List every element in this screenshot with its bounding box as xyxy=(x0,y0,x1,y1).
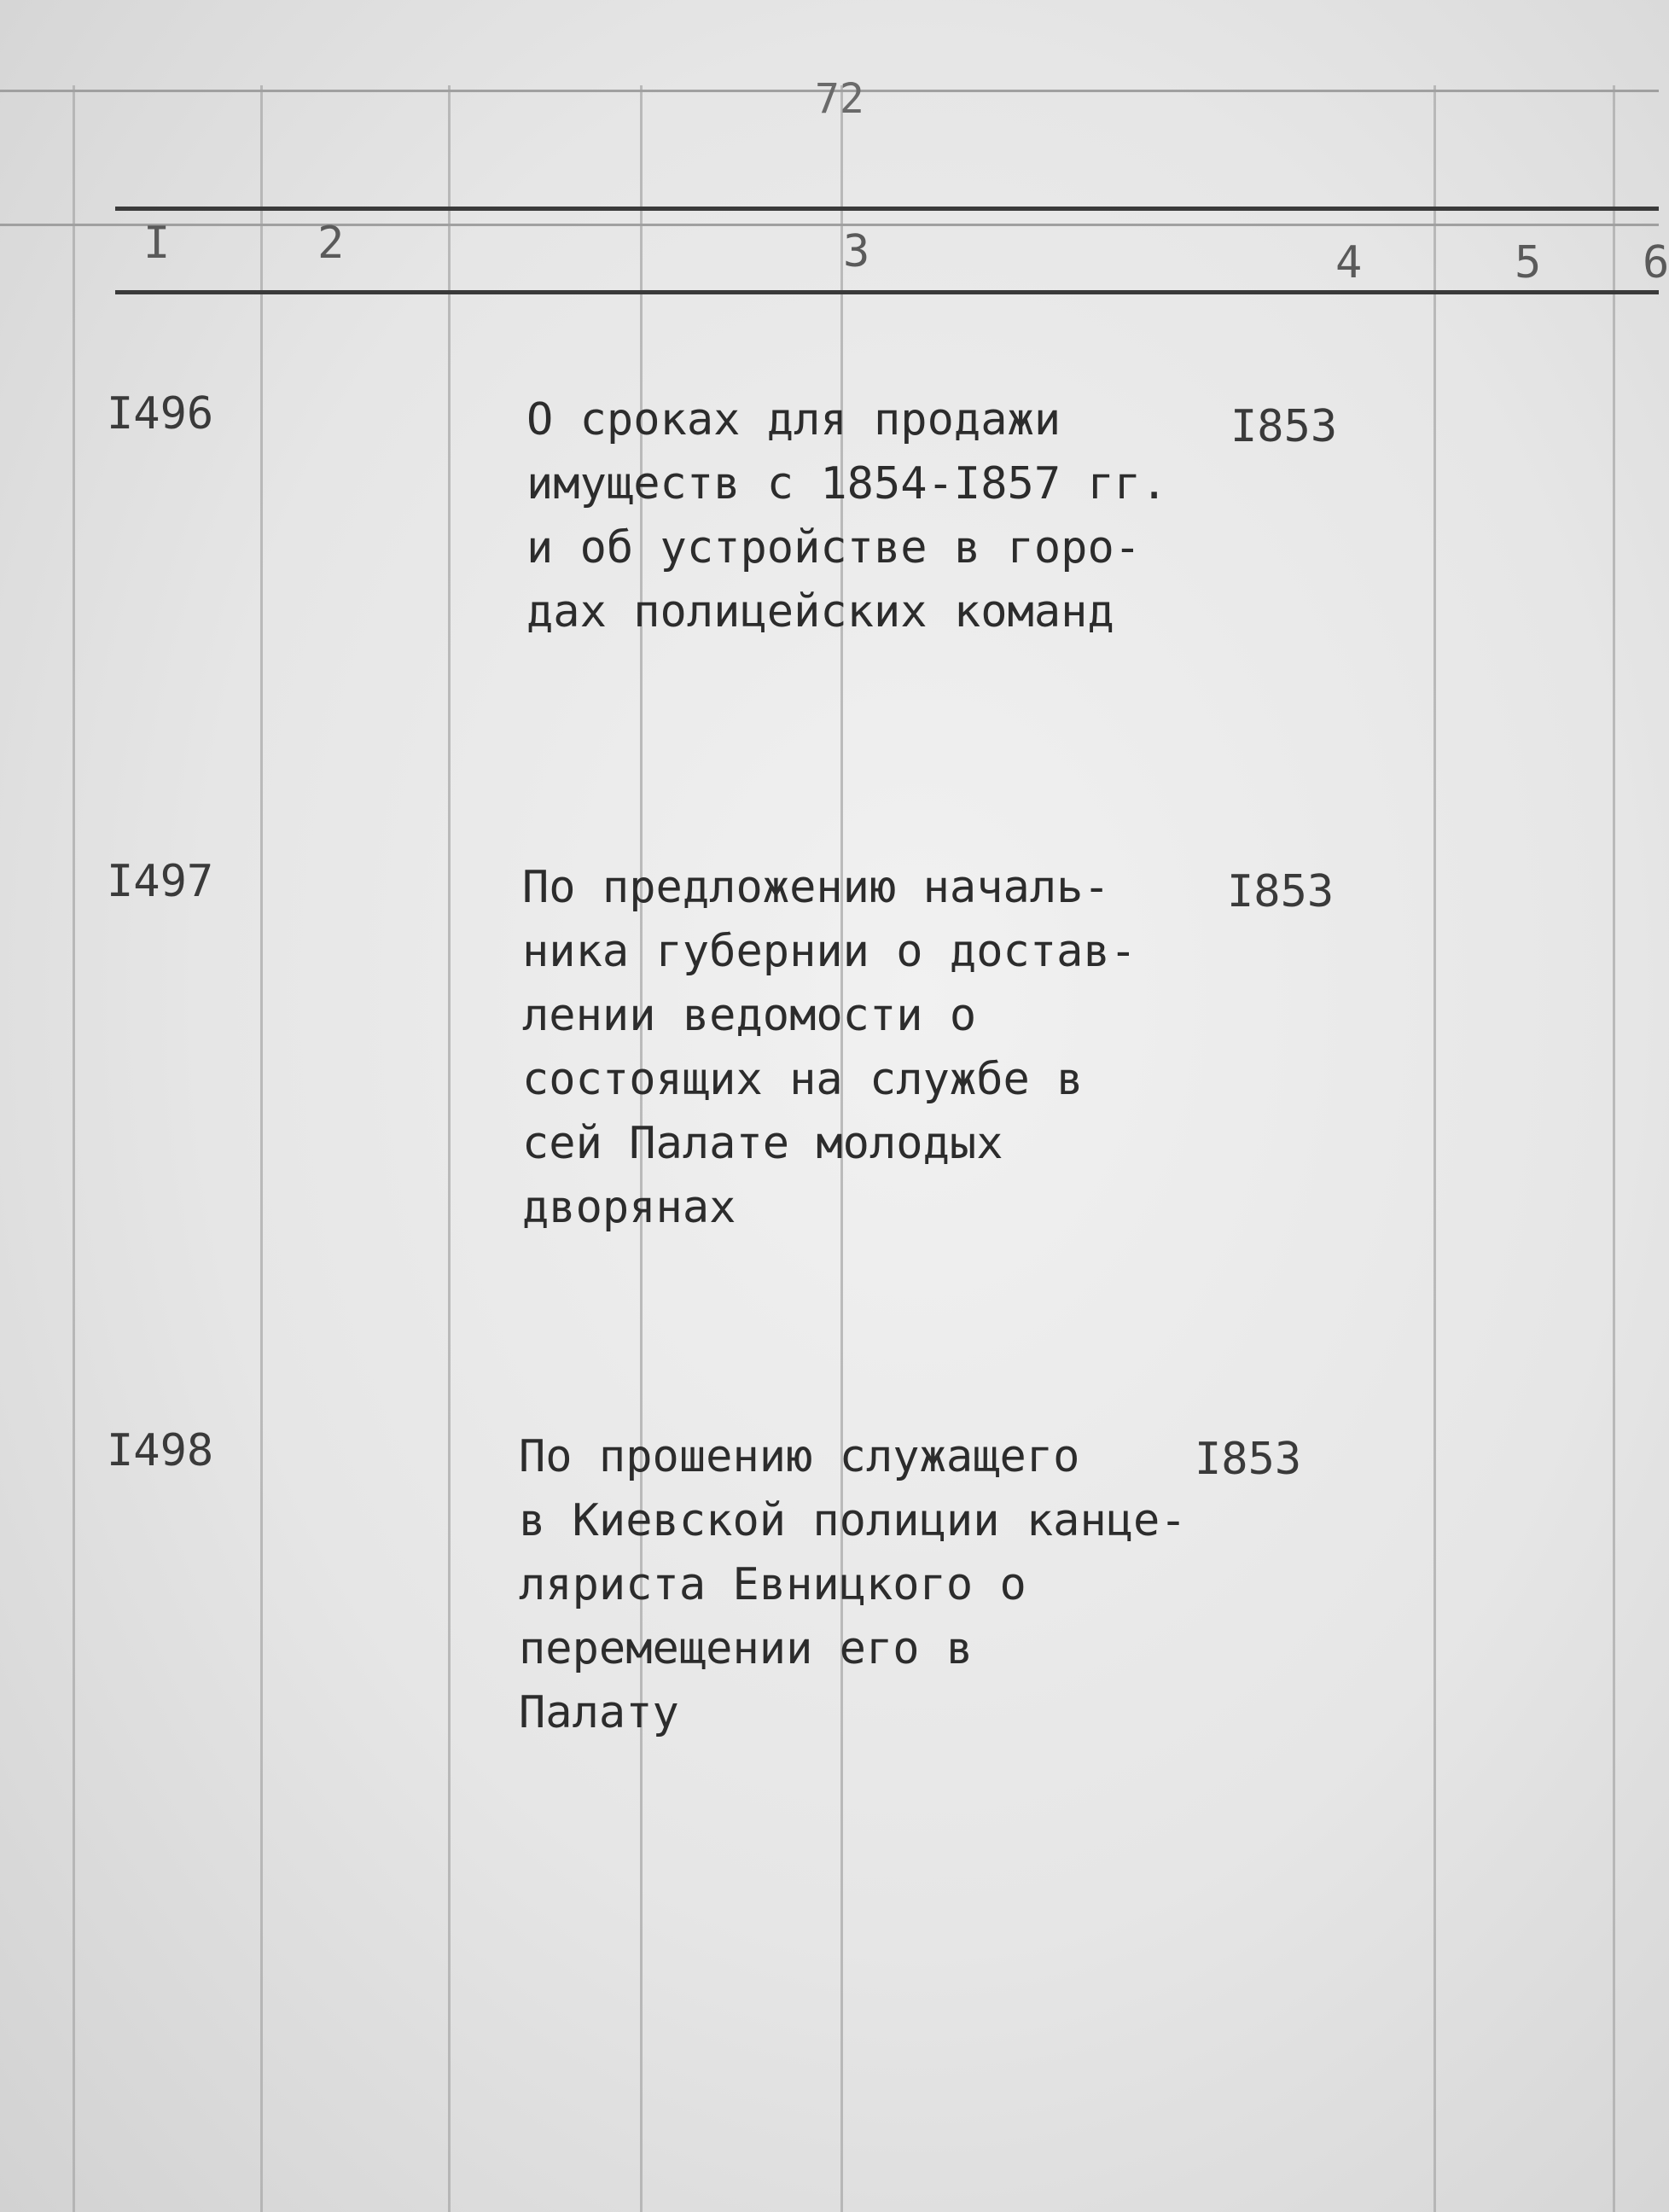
entry-year: I853 xyxy=(1227,866,1335,917)
column-rule xyxy=(448,85,451,2212)
entry-year: I853 xyxy=(1230,401,1338,452)
column-number: 4 xyxy=(1335,237,1363,288)
header-rule-upper xyxy=(115,207,1659,211)
column-number: 5 xyxy=(1515,237,1542,288)
header-rule-lower xyxy=(115,290,1659,294)
entry-number: I496 xyxy=(107,388,214,439)
entry-year: I853 xyxy=(1195,1434,1302,1485)
column-rule xyxy=(1433,85,1436,2212)
column-rule xyxy=(260,85,263,2212)
column-number: 3 xyxy=(843,226,870,277)
entry-number: I498 xyxy=(107,1425,214,1476)
entry-title: О сроках для продажи имуществ с 1854-I857 гг. и об устройстве в горо- дах полицейских команд xyxy=(526,394,1168,637)
column-rule xyxy=(73,85,75,2212)
column-number: I xyxy=(143,218,171,269)
column-number: 6 xyxy=(1643,237,1669,288)
column-rule xyxy=(1613,85,1615,2212)
entry-title: По предложению началь- ника губернии о достав- лении ведомости о состоящих на службе в сей Палате молодых дворянах xyxy=(522,862,1137,1233)
column-number: 2 xyxy=(317,218,345,269)
entry-number: I497 xyxy=(107,856,214,907)
header-mid-rule xyxy=(0,224,1659,226)
entry-title: По прошению служащего в Киевской полиции канце- ляриста Евницкого о перемещении его в Палату xyxy=(519,1431,1187,1738)
page-number: 72 xyxy=(815,75,864,123)
